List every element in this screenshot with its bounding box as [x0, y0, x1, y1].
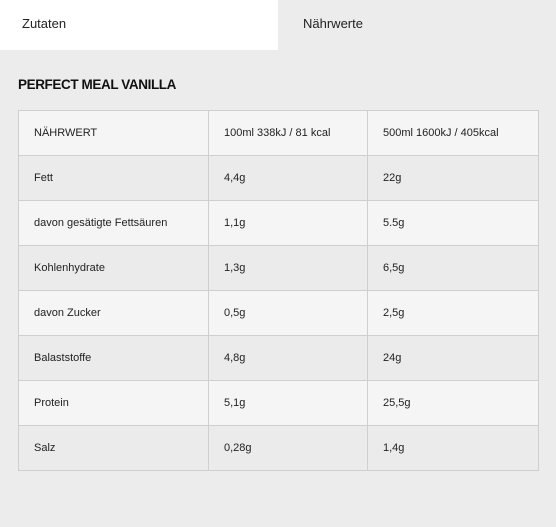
table-row [19, 381, 539, 426]
value-100ml: 4,4g [209, 156, 368, 201]
value-100ml: 0,5g [209, 291, 368, 336]
nutrient-name: Salz [19, 426, 209, 471]
header-cell-500ml: 500ml 1600kJ / 405kcal [368, 111, 539, 156]
table-row [19, 246, 539, 291]
table-row [19, 426, 539, 471]
tab-bar [0, 0, 556, 50]
table-row [19, 201, 539, 246]
table-row [19, 291, 539, 336]
value-500ml: 22g [368, 156, 539, 201]
value-500ml: 6,5g [368, 246, 539, 291]
value-500ml: 1,4g [368, 426, 539, 471]
value-100ml: 4,8g [209, 336, 368, 381]
table-row [19, 336, 539, 381]
tab-naehrwerte[interactable]: Nährwerte [278, 0, 556, 50]
value-500ml: 25,5g [368, 381, 539, 426]
value-500ml: 5.5g [368, 201, 539, 246]
header-cell-naehrwert: NÄHRWERT [19, 111, 209, 156]
header-cell-100ml: 100ml 338kJ / 81 kcal [209, 111, 368, 156]
value-500ml: 24g [368, 336, 539, 381]
value-100ml: 1,3g [209, 246, 368, 291]
product-title: PERFECT MEAL VANILLA [18, 77, 177, 92]
nutrient-name: Protein [19, 381, 209, 426]
nutrition-table [18, 110, 539, 471]
nutrient-name: davon Zucker [19, 291, 209, 336]
table-row [19, 156, 539, 201]
value-500ml: 2,5g [368, 291, 539, 336]
table-header-row [19, 111, 539, 156]
nutrient-name: davon gesätigte Fettsäuren [19, 201, 209, 246]
nutrient-name: Kohlenhydrate [19, 246, 209, 291]
nutrient-name: Fett [19, 156, 209, 201]
nutrient-name: Balaststoffe [19, 336, 209, 381]
tab-zutaten[interactable]: Zutaten [0, 0, 278, 50]
value-100ml: 1,1g [209, 201, 368, 246]
value-100ml: 5,1g [209, 381, 368, 426]
value-100ml: 0,28g [209, 426, 368, 471]
